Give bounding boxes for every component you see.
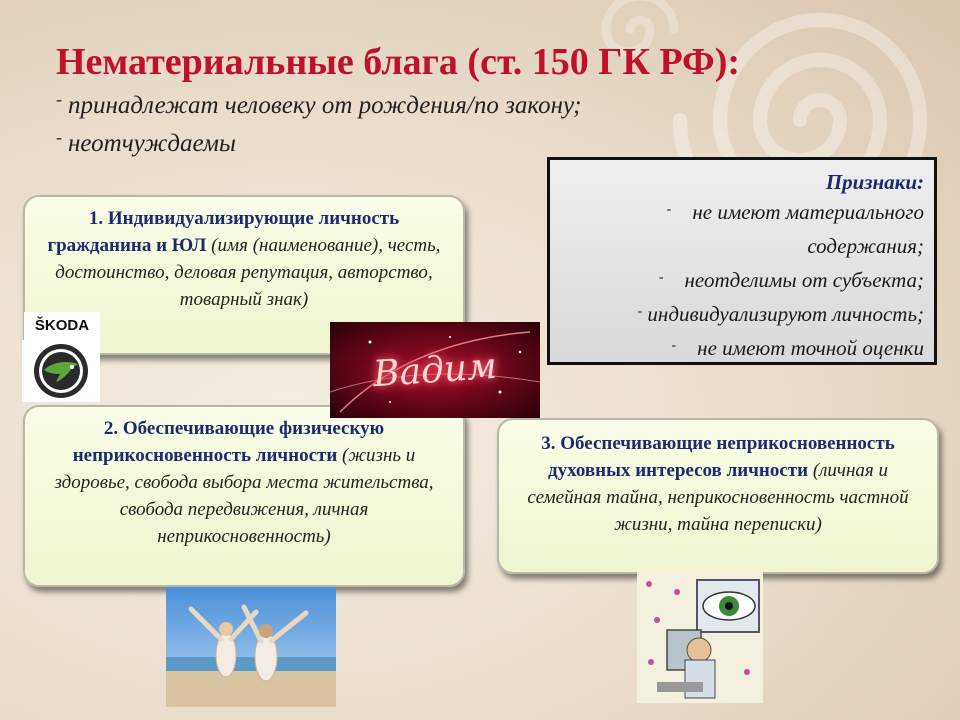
sign-text: содержания; bbox=[807, 234, 924, 258]
bullet-dash: - bbox=[56, 89, 62, 109]
beach-people-image bbox=[166, 587, 336, 707]
bullet-dash: - bbox=[658, 270, 664, 285]
surveillance-eye-image bbox=[637, 572, 763, 703]
category-examples: (жизнь и здоровье, свобода выбора места жительства, свобода передвижения, личная неприкосновенность) bbox=[54, 445, 434, 547]
sign-item bbox=[560, 299, 924, 333]
signs-heading: Признаки: bbox=[825, 170, 924, 194]
bullet-dash: - bbox=[666, 202, 672, 217]
signs-box bbox=[547, 157, 937, 365]
sign-item bbox=[560, 265, 924, 299]
bullet-dash: - bbox=[56, 127, 62, 147]
category-examples: (личная и семейная тайна, неприкосновенность частной жизни, тайна переписки) bbox=[527, 460, 909, 535]
category-heading: 3. Обеспечивающие неприкосновенность духовных интересов личности bbox=[541, 433, 895, 481]
sign-item bbox=[560, 333, 924, 367]
bullet-dash: - bbox=[671, 338, 677, 353]
sign-item bbox=[560, 231, 924, 265]
category-examples: (имя (наименование), честь, достоинство, деловая репутация, авторство, товарный знак) bbox=[55, 235, 441, 310]
category-heading: 1. Индивидуализирующие личность гражданина и ЮЛ bbox=[47, 208, 400, 256]
sign-text: неотделимы от субъекта; bbox=[684, 268, 924, 292]
subtitle-line-2 bbox=[56, 127, 236, 158]
name-text: Вадим bbox=[371, 345, 499, 396]
bullet-dash: - bbox=[637, 304, 643, 319]
category-heading: 2. Обеспечивающие физическую неприкосновенность личности bbox=[72, 418, 385, 466]
name-image bbox=[330, 322, 540, 418]
slide-title: Нематериальные блага (ст. 150 ГК РФ): bbox=[56, 41, 740, 83]
category-box-3 bbox=[497, 418, 939, 574]
sign-item bbox=[560, 197, 924, 231]
skoda-wordmark: ŠKODA bbox=[24, 312, 100, 340]
category-box-2 bbox=[23, 405, 465, 587]
skoda-logo-icon bbox=[22, 340, 100, 402]
sign-text: не имеют точной оценки bbox=[697, 336, 924, 360]
subtitle-text: неотчуждаемы bbox=[68, 130, 236, 157]
sign-text: не имеют материального bbox=[692, 200, 924, 224]
sign-text: индивидуализируют личность; bbox=[647, 302, 924, 326]
subtitle-line-1 bbox=[56, 89, 582, 120]
subtitle-text: принадлежат человеку от рождения/по закону; bbox=[68, 92, 582, 119]
